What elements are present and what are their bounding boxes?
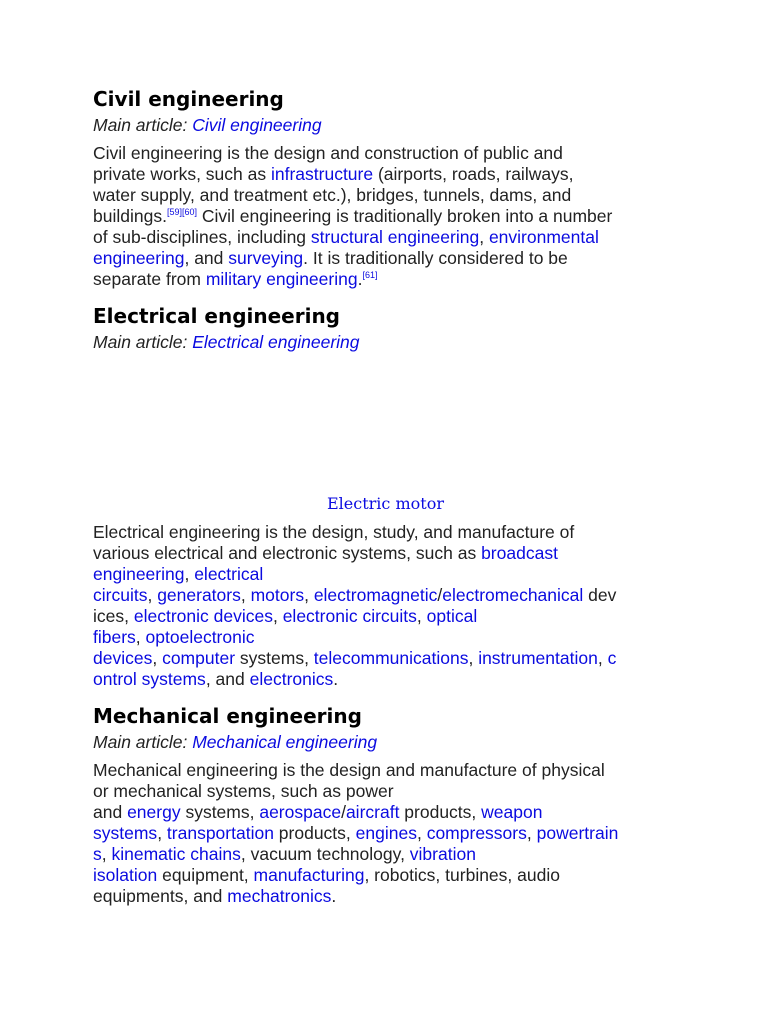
- image-caption-electric-motor[interactable]: Electric motor: [327, 494, 444, 513]
- text-run: of sub-disciplines, including: [93, 227, 311, 247]
- text-line: [93, 206, 678, 227]
- text-run: ,: [157, 823, 167, 843]
- text-run: ,: [101, 844, 112, 864]
- link-environmental-engineering[interactable]: environmental: [488, 227, 599, 247]
- link-engines[interactable]: engines: [355, 823, 417, 843]
- text-run: Mechanical engineering is the design and manufacture of physical: [93, 760, 605, 780]
- paragraph-mechanical: [93, 760, 678, 907]
- text-run: . It is traditionally considered to be: [303, 248, 568, 268]
- citation-61[interactable]: [61]: [362, 270, 378, 280]
- text-line: [93, 648, 678, 669]
- citation-60[interactable]: [60]: [181, 207, 197, 217]
- link-electromechanical[interactable]: electromechanical: [442, 585, 584, 605]
- link-electronic-circuits[interactable]: electronic circuits: [282, 606, 417, 626]
- text-run: .: [331, 886, 337, 906]
- link-weapon-systems[interactable]: weapon: [481, 802, 543, 822]
- link-vibration-isolation[interactable]: vibration: [409, 844, 476, 864]
- text-run: ,: [147, 585, 158, 605]
- text-line: [93, 522, 678, 543]
- paragraph-civil: [93, 143, 678, 290]
- link-transportation[interactable]: transportation: [166, 823, 274, 843]
- link-computer[interactable]: computer: [162, 648, 236, 668]
- link-powertrains[interactable]: s: [93, 844, 102, 864]
- link-electrical-circuits[interactable]: electrical: [194, 564, 264, 584]
- main-article-link-mechanical[interactable]: Mechanical engineering: [192, 732, 378, 752]
- text-run: .: [333, 669, 339, 689]
- text-run: buildings.: [93, 206, 167, 226]
- section-heading-mechanical: Mechanical engineering: [93, 704, 362, 728]
- link-optoelectronic-devices[interactable]: optoelectronic: [145, 627, 255, 647]
- link-energy[interactable]: energy: [127, 802, 181, 822]
- text-run: ,: [152, 648, 163, 668]
- text-line: [93, 606, 678, 627]
- text-run: , vacuum technology,: [240, 844, 410, 864]
- text-run: , and: [184, 248, 229, 268]
- link-vibration-isolation[interactable]: isolation: [93, 865, 158, 885]
- text-run: equipments, and: [93, 886, 228, 906]
- link-instrumentation[interactable]: instrumentation: [478, 648, 598, 668]
- text-run: Electrical engineering is the design, study, and manufacture of: [93, 522, 575, 542]
- text-run: ices,: [93, 606, 134, 626]
- text-run: Civil engineering is traditionally broken into a number: [196, 206, 613, 226]
- text-line: [93, 185, 678, 206]
- link-generators[interactable]: generators: [157, 585, 241, 605]
- text-run: various electrical and electronic systems, such as: [93, 543, 482, 563]
- text-run: (airports, roads, railways,: [373, 164, 574, 184]
- hatnote-prefix: Main article:: [93, 732, 193, 752]
- text-run: and: [93, 802, 128, 822]
- text-run: private works, such as: [93, 164, 271, 184]
- hatnote-civil: [93, 114, 322, 136]
- text-line: [93, 227, 678, 248]
- section-heading-civil: Civil engineering: [93, 87, 284, 111]
- link-aircraft[interactable]: aircraft: [345, 802, 400, 822]
- text-run: , and: [205, 669, 250, 689]
- text-line: [93, 564, 678, 585]
- text-run: ,: [135, 627, 146, 647]
- text-line: [93, 269, 678, 290]
- text-run: /: [437, 585, 443, 605]
- text-run: products,: [399, 802, 482, 822]
- text-run: water supply, and treatment etc.), bridges, tunnels, dams, and: [93, 185, 572, 205]
- link-environmental-engineering[interactable]: engineering: [93, 248, 185, 268]
- link-electrical-circuits[interactable]: circuits: [93, 585, 148, 605]
- text-run: ,: [416, 606, 427, 626]
- text-run: dev: [583, 585, 617, 605]
- hatnote-prefix: Main article:: [93, 332, 193, 352]
- text-run: systems,: [180, 802, 260, 822]
- text-run: equipment,: [157, 865, 254, 885]
- link-electromagnetic[interactable]: electromagnetic: [313, 585, 438, 605]
- text-line: [93, 627, 678, 648]
- text-run: ,: [526, 823, 537, 843]
- paragraph-electrical: [93, 522, 678, 690]
- citation-59[interactable]: [59]: [166, 207, 182, 217]
- text-run: products,: [273, 823, 356, 843]
- text-line: [93, 760, 678, 781]
- hatnote-mechanical: [93, 731, 377, 753]
- link-broadcast-engineering[interactable]: engineering: [93, 564, 185, 584]
- text-line: [93, 865, 678, 886]
- text-run: ,: [597, 648, 608, 668]
- text-line: [93, 669, 678, 690]
- section-heading-electrical: Electrical engineering: [93, 304, 341, 328]
- text-line: [93, 164, 678, 185]
- text-line: [93, 886, 678, 907]
- link-optical-fibers[interactable]: optical: [426, 606, 478, 626]
- link-structural-engineering[interactable]: structural engineering: [310, 227, 480, 247]
- text-run: Civil engineering is the design and construction of public and: [93, 143, 563, 163]
- text-run: or mechanical systems, such as power: [93, 781, 394, 801]
- text-run: , robotics, turbines, audio: [364, 865, 560, 885]
- text-line: [93, 143, 678, 164]
- link-weapon-systems[interactable]: systems: [93, 823, 158, 843]
- link-optoelectronic-devices[interactable]: devices: [93, 648, 153, 668]
- link-motors[interactable]: motors: [250, 585, 305, 605]
- main-article-link-electrical[interactable]: Electrical engineering: [192, 332, 360, 352]
- text-line: [93, 781, 678, 802]
- text-run: separate from: [93, 269, 206, 289]
- link-aerospace[interactable]: aerospace: [259, 802, 342, 822]
- link-kinematic-chains[interactable]: kinematic chains: [111, 844, 241, 864]
- text-run: ,: [272, 606, 283, 626]
- text-line: [93, 248, 678, 269]
- text-run: ,: [468, 648, 479, 668]
- link-surveying[interactable]: surveying: [228, 248, 304, 268]
- link-electronics[interactable]: electronics: [249, 669, 334, 689]
- link-infrastructure[interactable]: infrastructure: [270, 164, 374, 184]
- text-run: ,: [304, 585, 314, 605]
- link-control-systems[interactable]: c: [607, 648, 617, 668]
- hatnote-prefix: Main article:: [93, 115, 193, 135]
- main-article-link-civil[interactable]: Civil engineering: [192, 115, 322, 135]
- link-broadcast-engineering[interactable]: broadcast: [481, 543, 558, 563]
- text-run: .: [357, 269, 363, 289]
- text-line: [93, 543, 678, 564]
- link-telecommunications[interactable]: telecommunications: [313, 648, 469, 668]
- text-line: [93, 585, 678, 606]
- link-compressors[interactable]: compressors: [426, 823, 527, 843]
- link-electronic-devices[interactable]: electronic devices: [133, 606, 273, 626]
- text-run: systems,: [235, 648, 314, 668]
- text-line: [93, 802, 678, 823]
- link-optical-fibers[interactable]: fibers: [93, 627, 136, 647]
- link-manufacturing[interactable]: manufacturing: [253, 865, 365, 885]
- text-run: ,: [240, 585, 251, 605]
- text-run: /: [341, 802, 346, 822]
- text-run: ,: [416, 823, 427, 843]
- text-run: ,: [184, 564, 195, 584]
- text-run: ,: [479, 227, 489, 247]
- link-control-systems[interactable]: ontrol systems: [93, 669, 206, 689]
- link-powertrains[interactable]: powertrain: [536, 823, 619, 843]
- text-line: [93, 823, 678, 844]
- text-line: [93, 844, 678, 865]
- link-military-engineering[interactable]: military engineering: [205, 269, 358, 289]
- hatnote-electrical: [93, 331, 360, 353]
- link-mechatronics[interactable]: mechatronics: [227, 886, 332, 906]
